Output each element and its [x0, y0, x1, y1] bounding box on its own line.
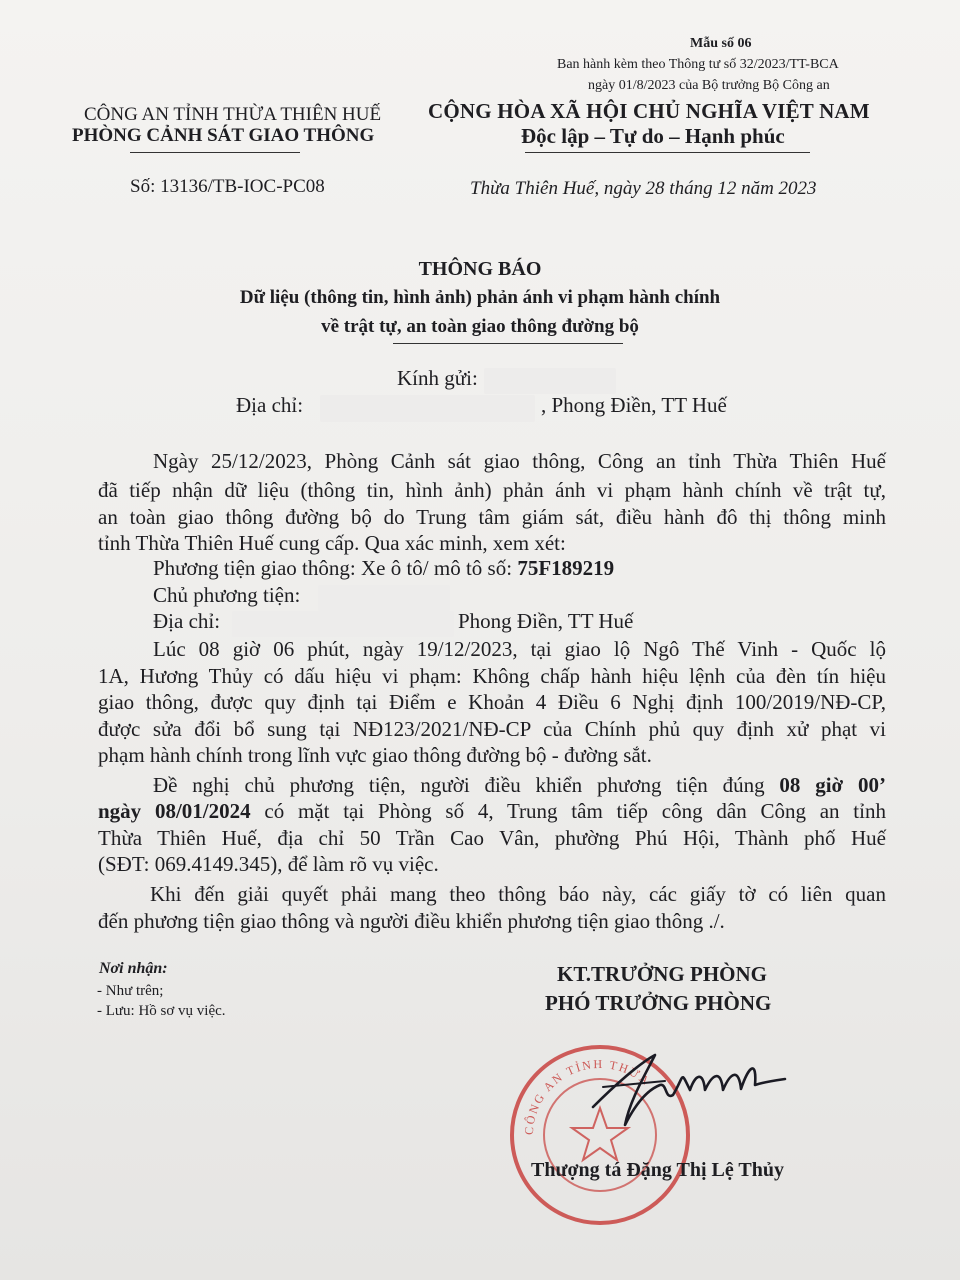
motto-underline — [525, 152, 810, 153]
signer-name: Thượng tá Đặng Thị Lệ Thủy — [531, 1159, 784, 1181]
signer-position: PHÓ TRƯỞNG PHÒNG — [545, 991, 772, 1015]
national-motto: Độc lập – Tự do – Hạnh phúc — [521, 124, 785, 148]
p3-request: Đề nghị chủ phương tiện, người điều khiển phương tiện đúng — [153, 773, 780, 797]
handwritten-signature — [585, 1045, 795, 1135]
body-p1-line-2: đã tiếp nhận dữ liệu (thông tin, hình ảnh) phản ánh vi phạm hành chính về trật tự, — [98, 478, 886, 502]
owner-address-tail: Phong Điền, TT Huế — [458, 609, 634, 633]
document-title: THÔNG BÁO — [418, 258, 542, 280]
recipient-item: - Lưu: Hồ sơ vụ việc. — [97, 1003, 226, 1019]
body-p3-line-4: (SĐT: 069.4149.345), để làm rõ vụ việc. — [98, 852, 439, 876]
owner-address-label: Địa chỉ: — [153, 609, 221, 633]
vehicle-line — [153, 556, 614, 581]
recipient-label: Kính gửi: — [397, 366, 478, 390]
department-name: PHÒNG CẢNH SÁT GIAO THÔNG — [72, 125, 375, 146]
document-number: Số: 13136/TB-IOC-PC08 — [130, 176, 325, 197]
vehicle-label: Phương tiện giao thông: Xe ô tô/ mô tô số: — [153, 556, 518, 580]
body-p1-line-3: an toàn giao thông đường bộ do Trung tâm giám sát, điều hành đô thị thông minh — [98, 505, 886, 529]
body-p2-line-3: giao thông, được quy định tại Điểm e Khoản 4 Điều 6 Nghị định 100/2019/NĐ-CP, — [98, 690, 886, 714]
body-p1-line-4: tỉnh Thừa Thiên Huế cung cấp. Qua xác minh, xem xét: — [98, 531, 566, 555]
signer-authority: KT.TRƯỞNG PHÒNG — [557, 962, 767, 986]
body-p2-line-2: 1A, Hương Thủy có dấu hiệu vi phạm: Không chấp hành hiệu lệnh của đèn tín hiệu — [98, 664, 886, 688]
redacted-owner-name — [318, 585, 450, 611]
agency-name: CÔNG AN TỈNH THỪA THIÊN HUẾ — [84, 104, 382, 125]
body-p2-line-5: phạm hành chính trong lĩnh vực giao thông đường bộ - đường sắt. — [98, 743, 652, 767]
document-subtitle-line-1: Dữ liệu (thông tin, hình ảnh) phản ánh vi phạm hành chính — [239, 287, 721, 308]
body-p3-line-3: Thừa Thiên Huế, địa chỉ 50 Trần Cao Vân, phường Phú Hội, Thành phố Huế — [98, 826, 886, 850]
body-p4-line-2: đến phương tiện giao thông và người điều khiển phương tiện giao thông ./. — [98, 909, 725, 933]
redacted-recipient-name — [484, 368, 616, 394]
recipient-item: - Như trên; — [97, 983, 164, 999]
p3-time: 08 giờ 00’ — [779, 773, 886, 797]
form-number: Mẫu số 06 — [690, 36, 752, 51]
license-plate: 75F189219 — [517, 556, 615, 580]
recipient-address-label: Địa chỉ: — [236, 393, 304, 417]
redacted-recipient-address — [320, 395, 535, 422]
redacted-owner-address — [232, 611, 454, 637]
recipients-heading: Nơi nhận: — [99, 960, 168, 977]
body-p2-line-4: được sửa đổi bổ sung tại NĐ123/2021/NĐ-CP của Chính phủ quy định xử phạt vi — [98, 717, 886, 741]
document-subtitle-line-2: về trật tự, an toàn giao thông đường bộ — [321, 316, 639, 337]
place-date: Thừa Thiên Huế, ngày 28 tháng 12 năm 2023 — [470, 178, 817, 199]
recipient-address-tail: , Phong Điền, TT Huế — [541, 393, 727, 417]
body-p1-line-1: Ngày 25/12/2023, Phòng Cảnh sát giao thông, Công an tỉnh Thừa Thiên Huế — [153, 449, 886, 473]
form-issued-line-2: ngày 01/8/2023 của Bộ trưởng Bộ Công an — [588, 78, 830, 93]
owner-label: Chủ phương tiện: — [153, 583, 301, 607]
national-title: CỘNG HÒA XÃ HỘI CHỦ NGHĨA VIỆT NAM — [428, 99, 870, 123]
body-p3-line-2 — [98, 799, 886, 824]
stamp-text: CÔNG AN TỈNH THỪA — [521, 1056, 654, 1136]
body-p4-line-1: Khi đến giải quyết phải mang theo thông báo này, các giấy tờ có liên quan — [150, 882, 886, 906]
agency-underline — [130, 152, 300, 153]
form-issued-line-1: Ban hành kèm theo Thông tư số 32/2023/TT-BCA — [557, 57, 839, 72]
body-p3-line-1 — [153, 773, 886, 798]
p3-date: ngày 08/01/2024 — [98, 799, 251, 823]
p3-location: có mặt tại Phòng số 4, Trung tâm tiếp công dân Công an tỉnh — [250, 799, 886, 823]
subtitle-underline — [393, 343, 623, 344]
body-p2-line-1: Lúc 08 giờ 06 phút, ngày 19/12/2023, tại giao lộ Ngô Thế Vinh - Quốc lộ — [153, 637, 886, 661]
